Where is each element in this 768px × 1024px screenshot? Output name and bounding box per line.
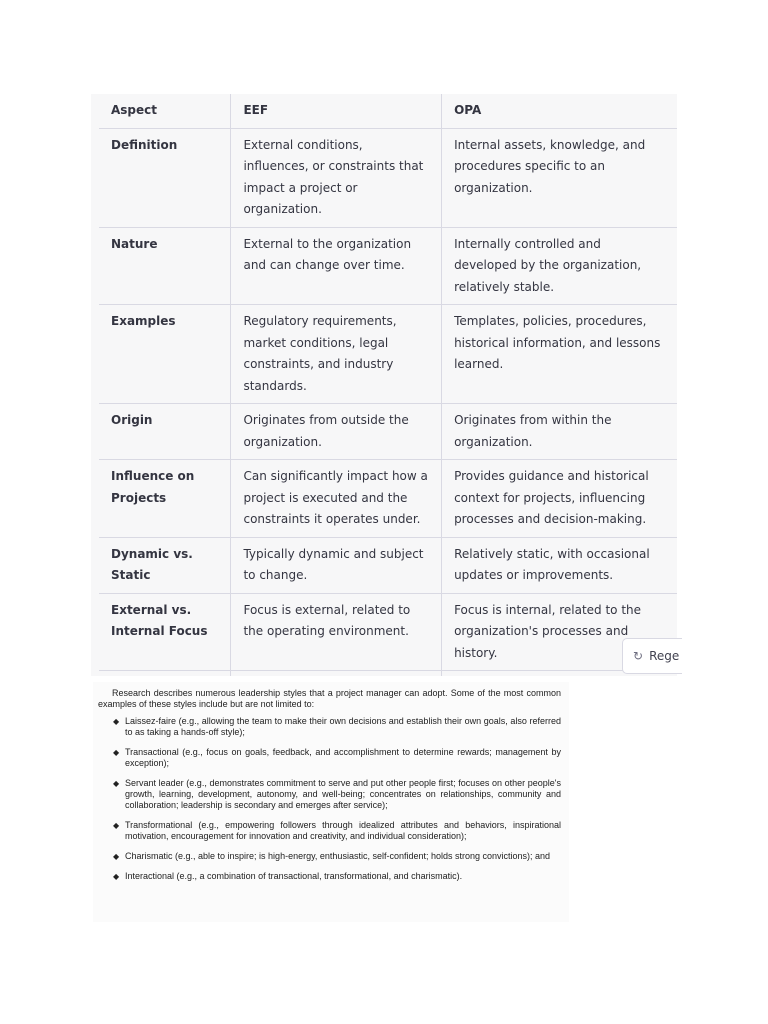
- aspect-cell: Dynamic vs. Static: [99, 537, 231, 593]
- table-row: [99, 128, 677, 227]
- table-header-row: [99, 94, 677, 128]
- leadership-styles-excerpt: [93, 682, 569, 922]
- opa-cell: Focus is internal, related to the organization's processes and history.: [442, 593, 677, 671]
- excerpt-intro: Research describes numerous leadership styles that a project manager can adopt. Some of the most common examples of these styles include but are not limited to:: [98, 688, 561, 709]
- opa-cell: Provides guidance and historical context for projects, influencing processes and decision-making.: [442, 460, 677, 538]
- aspect-cell: Nature: [99, 227, 231, 305]
- opa-cell: Templates, policies, procedures, historical information, and lessons learned.: [442, 305, 677, 404]
- list-item: [93, 747, 561, 769]
- list-item: [93, 871, 561, 882]
- diamond-bullet-icon: ◆: [113, 717, 120, 726]
- list-item: [93, 820, 561, 842]
- list-item-text: Laissez-faire (e.g., allowing the team to make their own decisions and establish their own goals, also referred to as taking a hands-off style);: [125, 716, 561, 737]
- table-row: [99, 404, 677, 460]
- list-item-text: Charismatic (e.g., able to inspire; is high-energy, enthusiastic, self-confident; holds strong convictions); and: [125, 851, 551, 861]
- aspect-cell: Origin: [99, 404, 231, 460]
- eef-cell: [231, 671, 442, 677]
- table-row: [99, 227, 677, 305]
- opa-cell: Internally controlled and developed by the organization, relatively stable.: [442, 227, 677, 305]
- header-opa: OPA: [442, 94, 677, 128]
- table-row: [99, 671, 677, 677]
- eef-opa-comparison-table: [99, 94, 680, 676]
- table-row: [99, 593, 677, 671]
- list-item-text: Transformational (e.g., empowering followers through idealized attributes and behaviors, inspirational motivation, encouragement for innovation and creativity, and individual consideration);: [125, 820, 561, 841]
- regenerate-button[interactable]: [622, 638, 682, 674]
- list-item: [93, 778, 561, 811]
- eef-cell: Typically dynamic and subject to change.: [231, 537, 442, 593]
- eef-cell: Can significantly impact how a project is executed and the constraints it operates under.: [231, 460, 442, 538]
- list-item: [93, 716, 561, 738]
- aspect-cell: Definition: [99, 128, 231, 227]
- leadership-styles-list: [93, 716, 569, 882]
- eef-cell: External conditions, influences, or constraints that impact a project or organization.: [231, 128, 442, 227]
- comparison-table-container: [91, 94, 680, 676]
- eef-cell: Focus is external, related to the operating environment.: [231, 593, 442, 671]
- opa-cell: Relatively static, with occasional updates or improvements.: [442, 537, 677, 593]
- header-aspect: Aspect: [99, 94, 231, 128]
- list-item-text: Servant leader (e.g., demonstrates commitment to serve and put other people first; focuses on other people's growth, learning, development, autonomy, and well-being; concentrates on relationships, community and collaboration; leadership is secondary and emerges after service);: [125, 778, 561, 810]
- table-row: [99, 460, 677, 538]
- list-item-text: Interactional (e.g., a combination of transactional, transformational, and charismatic).: [125, 871, 463, 881]
- opa-cell: Originates from within the organization.: [442, 404, 677, 460]
- list-item: [93, 851, 561, 862]
- opa-cell: Internal assets, knowledge, and procedures specific to an organization.: [442, 128, 677, 227]
- diamond-bullet-icon: ◆: [113, 852, 120, 861]
- aspect-cell: Examples: [99, 305, 231, 404]
- diamond-bullet-icon: ◆: [113, 821, 120, 830]
- aspect-cell: External vs. Internal Focus: [99, 593, 231, 671]
- diamond-bullet-icon: ◆: [113, 872, 120, 881]
- list-item-text: Transactional (e.g., focus on goals, feedback, and accomplishment to determine rewards; management by exception);: [125, 747, 561, 768]
- eef-cell: External to the organization and can change over time.: [231, 227, 442, 305]
- header-eef: EEF: [231, 94, 442, 128]
- diamond-bullet-icon: ◆: [113, 748, 120, 757]
- eef-cell: Regulatory requirements, market conditions, legal constraints, and industry standards.: [231, 305, 442, 404]
- aspect-cell: Influence on Projects: [99, 460, 231, 538]
- eef-cell: Originates from outside the organization.: [231, 404, 442, 460]
- aspect-cell: [99, 671, 231, 677]
- table-row: [99, 537, 677, 593]
- regenerate-label: Rege: [649, 649, 680, 663]
- table-row: [99, 305, 677, 404]
- diamond-bullet-icon: ◆: [113, 779, 120, 788]
- refresh-icon: ↻: [633, 649, 644, 663]
